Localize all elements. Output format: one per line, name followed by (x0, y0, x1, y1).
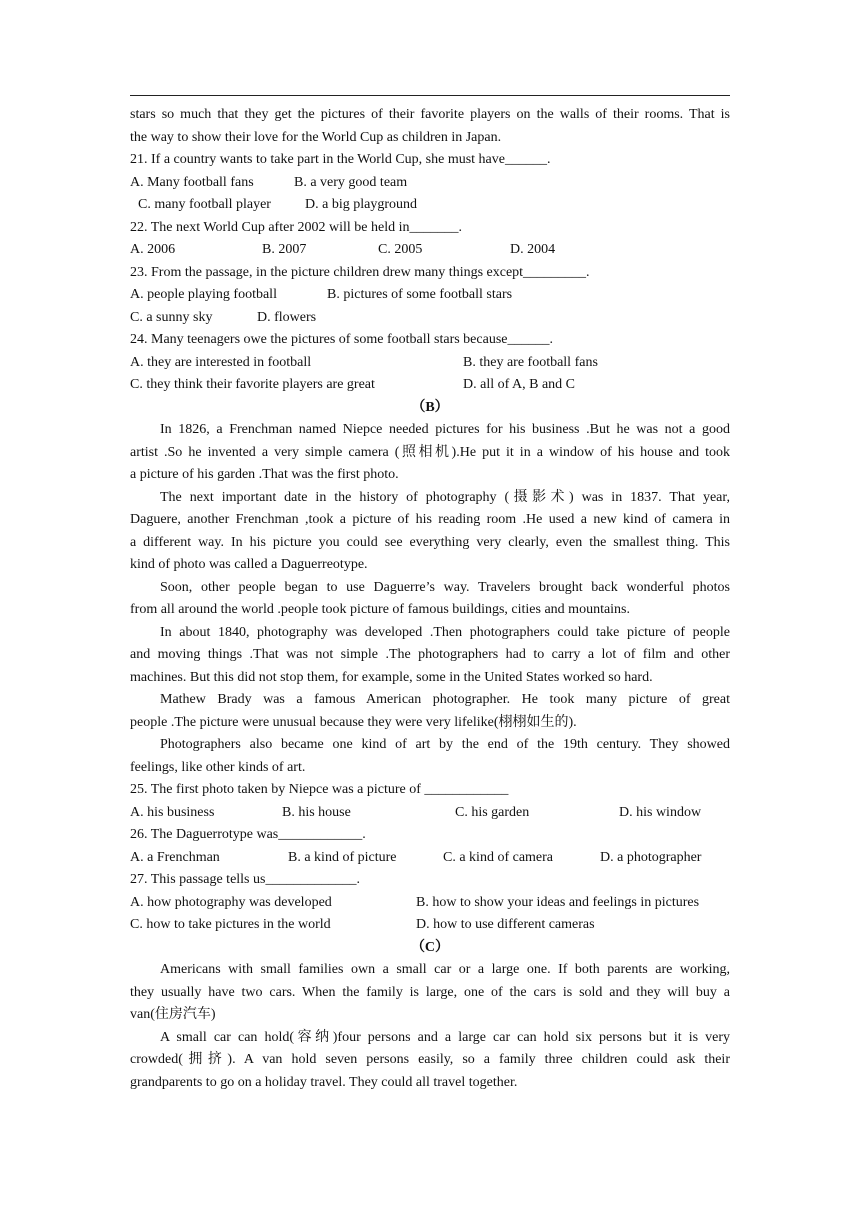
option-22-b: B. 2007 (262, 242, 307, 257)
option-25-a: A. his business (130, 804, 215, 820)
option-26-b: B. a kind of picture (288, 849, 397, 865)
option-24-d: D. all of A, B and C (463, 377, 575, 392)
paragraph-line: a picture of his garden .That was the first photo. (130, 467, 399, 482)
question-24-options-row1 (130, 352, 730, 375)
question-27-stem: 27. This passage tells us_____________. (130, 872, 360, 887)
option-21-d: D. a big playground (305, 197, 417, 212)
paragraph-line: Americans with small families own a small car or a large one. If both parents are working, (160, 962, 730, 977)
option-25-b: B. his house (282, 804, 351, 820)
question-22-stem: 22. The next World Cup after 2002 will be held in_______. (130, 219, 462, 235)
option-22-a: A. 2006 (130, 242, 176, 257)
option-21-a: A. Many football fans (130, 174, 254, 190)
option-27-b: B. how to show your ideas and feelings in pictures (416, 894, 700, 910)
question-27-options-row1 (130, 892, 730, 915)
option-26-d: D. a photographer (600, 849, 702, 865)
option-26-a: A. a Frenchman (130, 849, 220, 865)
document-page (130, 104, 730, 1094)
question-25-stem: 25. The first photo taken by Niepce was a picture of ____________ (130, 782, 509, 797)
paragraph-line: Daguere, another Frenchman ,took a picture of his reading room .He used a new kind of camera in (130, 512, 730, 527)
question-26-stem: 26. The Daguerrotype was____________. (130, 827, 366, 842)
paragraph-line: A small car can hold(容纳)four persons and a large car can hold six persons but it is very (160, 1029, 730, 1045)
paragraph-line: a different way. In his picture you could see everything very clearly, even the smallest thing. This (130, 534, 730, 550)
option-22-c: C. 2005 (378, 242, 423, 257)
option-21-b: B. a very good team (294, 174, 408, 190)
paragraph-line: machines. But this did not stop them, for example, some in the United States worked so hard. (130, 669, 653, 685)
paragraph-line: feelings, like other kinds of art. (130, 759, 306, 775)
option-23-c: C. a sunny sky (130, 309, 213, 325)
paragraph-line: from all around the world .people took picture of famous buildings, cities and mountains. (130, 602, 631, 617)
option-22-d: D. 2004 (510, 242, 556, 257)
option-25-d: D. his window (619, 804, 702, 820)
option-26-c: C. a kind of camera (443, 849, 554, 865)
option-27-c: C. how to take pictures in the world (130, 917, 331, 932)
paragraph-line: kind of photo was called a Daguerreotype. (130, 557, 368, 572)
question-23-options-row1 (130, 284, 730, 307)
question-23-stem: 23. From the passage, in the picture children drew many things except_________. (130, 264, 590, 280)
option-27-a: A. how photography was developed (130, 894, 332, 910)
question-21-options-row1 (130, 172, 730, 195)
paragraph-line: The next important date in the history of photography (摄影术) was in 1837. That year, (160, 489, 730, 505)
paragraph-line: In about 1840, photography was developed .Then photographers could take picture of people (160, 624, 730, 640)
question-21-options-row2 (130, 194, 730, 217)
option-21-c: C. many football player (138, 197, 271, 212)
question-23-options-row2 (130, 307, 730, 330)
question-21-stem: 21. If a country wants to take part in the World Cup, she must have______. (130, 152, 551, 167)
option-23-b: B. pictures of some football stars (327, 287, 513, 302)
question-27-options-row2 (130, 914, 730, 937)
paragraph-line: artist .So he invented a very simple camera (照相机).He put it in a window of his house and took (130, 444, 730, 460)
paragraph-line: Soon, other people began to use Daguerre’s way. Travelers brought back wonderful photos (160, 579, 730, 595)
passage-line: stars so much that they get the pictures of their favorite players on the walls of their rooms. That is (130, 107, 730, 122)
paragraph-line: they usually have two cars. When the family is large, one of the cars is sold and they will buy a (130, 984, 730, 1000)
header-rule (130, 95, 730, 96)
option-24-a: A. they are interested in football (130, 354, 312, 370)
paragraph-line: In 1826, a Frenchman named Niepce needed pictures for his business .But he was not a good (160, 422, 730, 437)
paragraph-line: grandparents to go on a holiday travel. They could all travel together. (130, 1074, 518, 1090)
question-22-options (130, 239, 730, 262)
question-25-options (130, 802, 730, 825)
paragraph-line: Photographers also became one kind of art by the end of the 19th century. They showed (160, 737, 730, 752)
paragraph-line: Mathew Brady was a famous American photographer. He took many picture of great (160, 692, 730, 707)
option-25-c: C. his garden (455, 804, 530, 820)
question-24-stem: 24. Many teenagers owe the pictures of some football stars because______. (130, 332, 553, 347)
option-23-d: D. flowers (257, 309, 317, 325)
section-b-heading: （B） (411, 399, 449, 415)
section-c-heading: （C） (410, 939, 450, 955)
question-24-options-row2 (130, 374, 730, 397)
paragraph-line: people .The picture were unusual because they were very lifelike(栩栩如生的). (130, 714, 577, 730)
option-27-d: D. how to use different cameras (416, 917, 595, 932)
passage-line: the way to show their love for the World Cup as children in Japan. (130, 129, 502, 145)
paragraph-line: and moving things .That was not simple .The photographers had to carry a lot of film and other (130, 647, 730, 662)
option-24-c: C. they think their favorite players are great (130, 377, 375, 392)
option-23-a: A. people playing football (130, 287, 277, 302)
paragraph-line: crowded(拥挤). A van hold seven persons easily, so a family three children could ask their (130, 1052, 730, 1067)
option-24-b: B. they are football fans (463, 354, 598, 370)
question-26-options (130, 847, 730, 870)
paragraph-line: van(住房汽车) (130, 1007, 216, 1022)
